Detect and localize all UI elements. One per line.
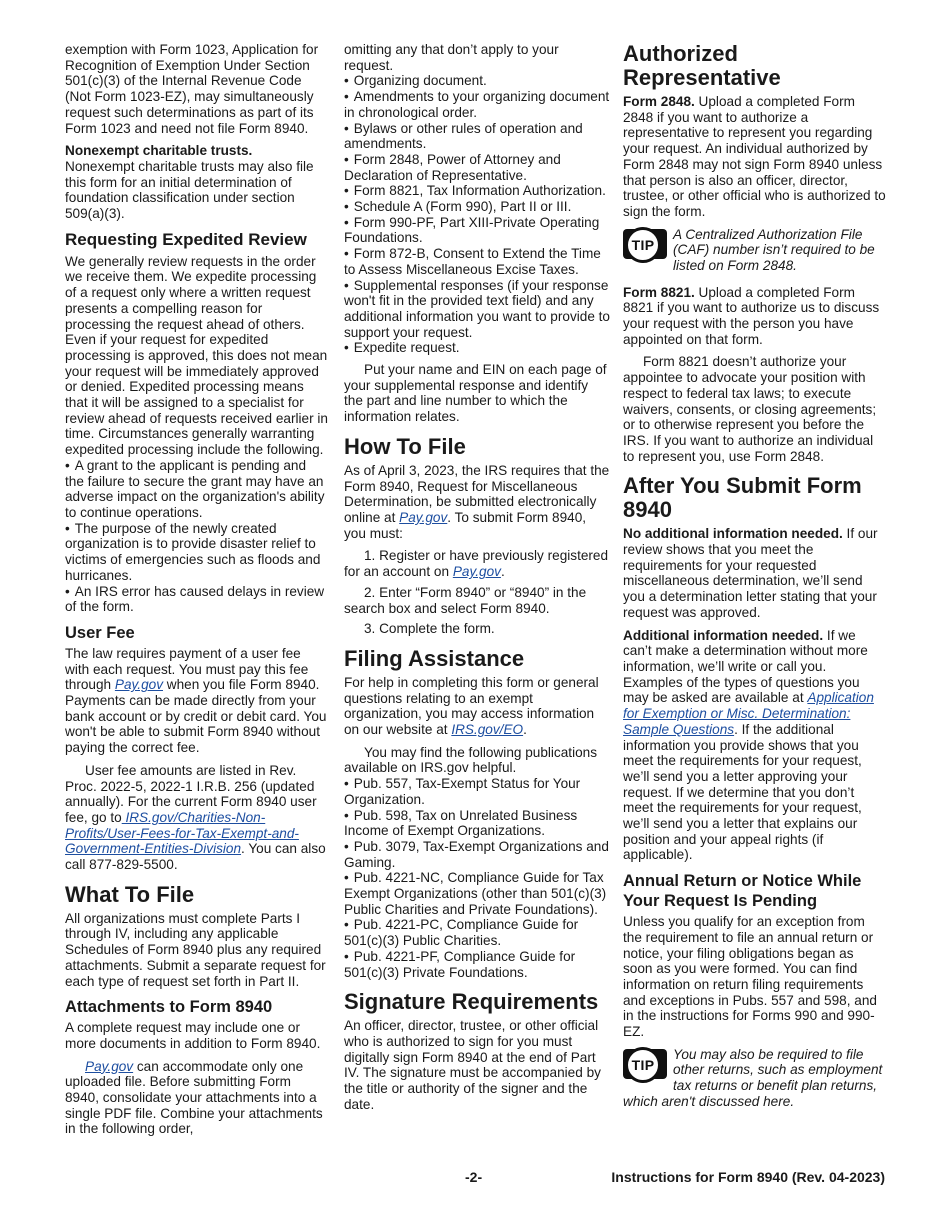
no-info-paragraph [623,526,886,620]
no-info-text: If our review shows that you meet the requirements for your requested miscellaneous determination, we’ll send you a determination letter stating that your request was approved. [623,526,878,620]
form-8821-p2: Form 8821 doesn’t authorize your appointee to advocate your position with respect to federal tax laws; to execute waivers, consents, or closing agreements; or to otherwise represent you before the IRS. If you want to authorize an individual to represent you, use Form 2848. [623,354,877,464]
column-1 [65,42,328,1144]
what-to-file-text: All organizations must complete Parts I through IV, including any applicable Schedules of Form 8940 plus any required attachments. Submit a separate request for each type of request set forth in Part II. [65,910,326,989]
pub-bullet: • Pub. 598, Tax on Unrelated Business Income of Exempt Organizations. [344,808,610,839]
user-fees-link[interactable]: IRS.gov/Charities-Non-Profits/User-Fees-for-Tax-Exempt-and-Government-Entities-Division [65,809,299,857]
form-8821-paragraph [623,285,886,348]
no-info-lead: No additional information needed. [623,526,843,542]
page-footer [65,1170,885,1188]
what-to-file-heading: What To File [65,881,195,907]
how-to-file-text [344,463,610,542]
tip-icon [623,1049,667,1079]
attachments-p2-text: can accommodate only one uploaded file. Before submitting Form 8940, consolidate your attachments into a single PDF file. Combine your attachments in the following order, [65,1058,323,1137]
annual-return-text: Unless you qualify for an exception from the requirement to file an annual return or notice, your filing obligations began as soon as you were formed. You can find information on return filing requirements and exceptions in Pubs. 557 and 598, and in the instructions for Forms 990 and 990-EZ. [623,914,877,1040]
expedited-heading: Requesting Expedited Review [65,229,307,249]
attachments-p1: A complete request may include one or more documents in addition to Form 8940. [65,1020,321,1051]
attachment-bullet: • Amendments to your organizing document in chronological order. [344,89,610,120]
trusts-text: Nonexempt charitable trusts may also file this form for an initial determination of foundation classification under section 509(a)(3). [65,158,314,222]
form-8821-text: Upload a completed Form 8821 if you want to authorize us to discuss your request with the person you have appointed on that form. [623,284,880,347]
page-number: -2- [465,1169,483,1185]
user-fee-p1 [65,646,328,756]
user-fee-p1-text: The law requires payment of a user fee with each request. You must pay this fee through [65,645,309,693]
attachment-bullet: • Bylaws or other rules of operation and amendments. [344,121,610,152]
authorized-rep-heading: Authorized Representative [623,41,781,90]
expedited-text: We generally review requests in the order we receive them. We expedite processing of a request only where a written request presents a compelling reason for processing the request ahead of others. Even if your request for expedited processing is approved, this does not mean your request will be immediately approved or denied. Expedited processing means that it will be assigned to a specialist for review ahead of requests received earlier in time. Circumstances generally warranting expedited processing include the following. [65,253,328,458]
form-2848-lead: Form 2848. [623,94,695,109]
user-fee-p2 [65,763,328,873]
pub-bullet: • Pub. 4221-PC, Compliance Guide for 501(c)(3) Public Charities. [344,917,610,948]
paygov-link[interactable]: Pay.gov [114,677,163,693]
filing-text-b: . [523,722,527,738]
attachment-bullet: • Form 2848, Power of Attorney and Declaration of Representative. [344,152,610,183]
expedited-bullet: • A grant to the applicant is pending and the failure to secure the grant may have an adverse impact on the organization's ability to continue operations. [65,458,328,521]
attachments-heading: Attachments to Form 8940 [65,998,273,1017]
attachment-bullet: • Expedite request. [344,340,610,356]
col2-intro: omitting any that don’t apply to your request. [344,42,559,73]
pub-bullet: • Pub. 557, Tax-Exempt Status for Your Organization. [344,776,610,807]
form-2848-text: Upload a completed Form 2848 if you want to authorize a representative to represent you regarding your request. An individual authorized by Form 2848 may not sign Form 8940 unless that person is also an officer, director, trustee, or other official who is authorized to sign the form. [623,94,886,219]
attachment-bullet: • Form 872-B, Consent to Extend the Time to Assess Miscellaneous Excise Taxes. [344,246,610,277]
trusts-paragraph [65,143,328,222]
name-ein-text: Put your name and EIN on each page of your supplemental response and identify the part and line number to which the information relates. [344,362,607,425]
how-to-file-heading: How To File [344,433,466,459]
add-info-lead: Additional information needed. [623,627,824,643]
user-fee-p2-text-b: . You can also call 877-829-5500. [65,841,326,873]
attachments-p2 [65,1059,328,1138]
user-fee-p1-text-b: when you file Form 8940. Payments can be made directly from your bank account or by credit or debit card. You won't be able to submit Form 8940 without paying the correct fee. [65,677,327,756]
signature-text: An officer, director, trustee, or other official who is authorized to sign for you must digitally sign Form 8940 at the end of Part IV. The signature must be accompanied by the title or authority of the signer and the date. [344,1018,601,1112]
step-3: 3. Complete the form. [364,621,495,637]
paygov-link[interactable]: Pay.gov [452,564,501,580]
intro-text: exemption with Form 1023, Application for Recognition of Exemption Under Section 501(c)(3) of the Internal Revenue Code (Not Form 1023-EZ), may simultaneously request such determinations as part of its Form 1023 and need not file Form 8940. [65,42,319,136]
tip-icon [623,229,667,259]
attachment-bullet: • Supplemental responses (if your response won't fit in the provided text field) and any additional information you want to provide to support your request. [344,278,610,341]
trusts-lead: Nonexempt charitable trusts. [65,143,253,159]
add-info-text-a: If we can’t make a determination without more information, we’ll write or call you. Examples of the types of questions you may be asked are available at [623,627,868,706]
pub-bullet: • Pub. 4221-NC, Compliance Guide for Tax Exempt Organizations (other than 501(c)(3) Public Charities and Private Foundations). [344,870,610,917]
annual-return-heading: Annual Return or Notice While Your Request Is Pending [623,872,862,911]
sample-questions-link[interactable]: Application for Exemption or Misc. Determination: Sample Questions [623,690,874,737]
user-fee-heading: User Fee [65,623,135,642]
how-to-file-text-b: . To submit Form 8940, you must: [344,509,587,541]
after-submit-heading: After You Submit Form 8940 [623,473,862,523]
expedited-bullet: • The purpose of the newly created organization is to provide disaster relief to victims of emergencies such as floods and hurricanes. [65,521,328,584]
attachment-bullet: • Form 990-PF, Part XIII-Private Operating Foundations. [344,215,610,246]
step-1-period: . [500,564,505,580]
paygov-link[interactable]: Pay.gov [85,1058,134,1074]
form-2848-paragraph [623,94,886,220]
attachment-bullet: • Schedule A (Form 990), Part II or III. [344,199,610,215]
signature-heading: Signature Requirements [344,989,599,1015]
pub-bullet: • Pub. 4221-PF, Compliance Guide for 501(c)(3) Private Foundations. [344,949,610,980]
column-2 [344,42,610,1119]
irs-eo-link[interactable]: IRS.gov/EO [451,722,524,738]
pubs-intro: You may find the following publications available on IRS.gov helpful. [344,744,598,776]
form-8821-lead: Form 8821. [623,284,695,300]
step-1-text: 1. Register or have previously registered for an account on [344,548,609,580]
attachment-bullet: • Form 8821, Tax Information Authorization. [344,183,610,199]
how-to-file-text-a: As of April 3, 2023, the IRS requires that the Form 8940, Request for Miscellaneous Determination, be submitted electronically online at [344,462,610,525]
filing-assistance-heading: Filing Assistance [344,645,525,671]
paygov-link[interactable]: Pay.gov [399,509,448,525]
tip-box [623,227,886,275]
tip-box [623,1047,886,1110]
expedited-bullet: • An IRS error has caused delays in review of the form. [65,584,328,615]
column-3 [623,42,886,1120]
step-1 [344,548,610,579]
user-fee-p2-text: User fee amounts are listed in Rev. Proc. 2022-5, 2022-1 I.R.B. 256 (updated annually). For the current Form 8940 user fee, go to [65,762,317,825]
tip-text: You may also be required to file other returns, such as employment tax returns or benefit plan returns, which aren't discussed here. [623,1046,883,1109]
tip-label: TIP [631,236,655,253]
step-2: 2. Enter “Form 8940” or “8940” in the search box and select Form 8940. [344,584,587,616]
tip-text: A Centralized Authorization File (CAF) number isn’t required to be listed on Form 2848. [673,226,875,274]
pub-bullet: • Pub. 3079, Tax-Exempt Organizations and Gaming. [344,839,610,870]
filing-text-a: For help in completing this form or general questions relating to an exempt organization, you may access information on our website at [344,674,599,738]
add-info-text-b: . If the additional information you provide shows that you meet the requirements for your request, we’ll send you a letter approving your request. If we determine that you don’t meet the requirements for your request, we’ll send you a letter that explains our position and your appeal rights (if applicable). [623,721,862,863]
filing-assistance-text [344,675,610,738]
tip-label: TIP [631,1056,655,1073]
add-info-paragraph [623,628,886,864]
footer-title: Instructions for Form 8940 (Rev. 04-2023) [611,1169,885,1185]
attachment-bullet: • Organizing document. [344,73,610,89]
